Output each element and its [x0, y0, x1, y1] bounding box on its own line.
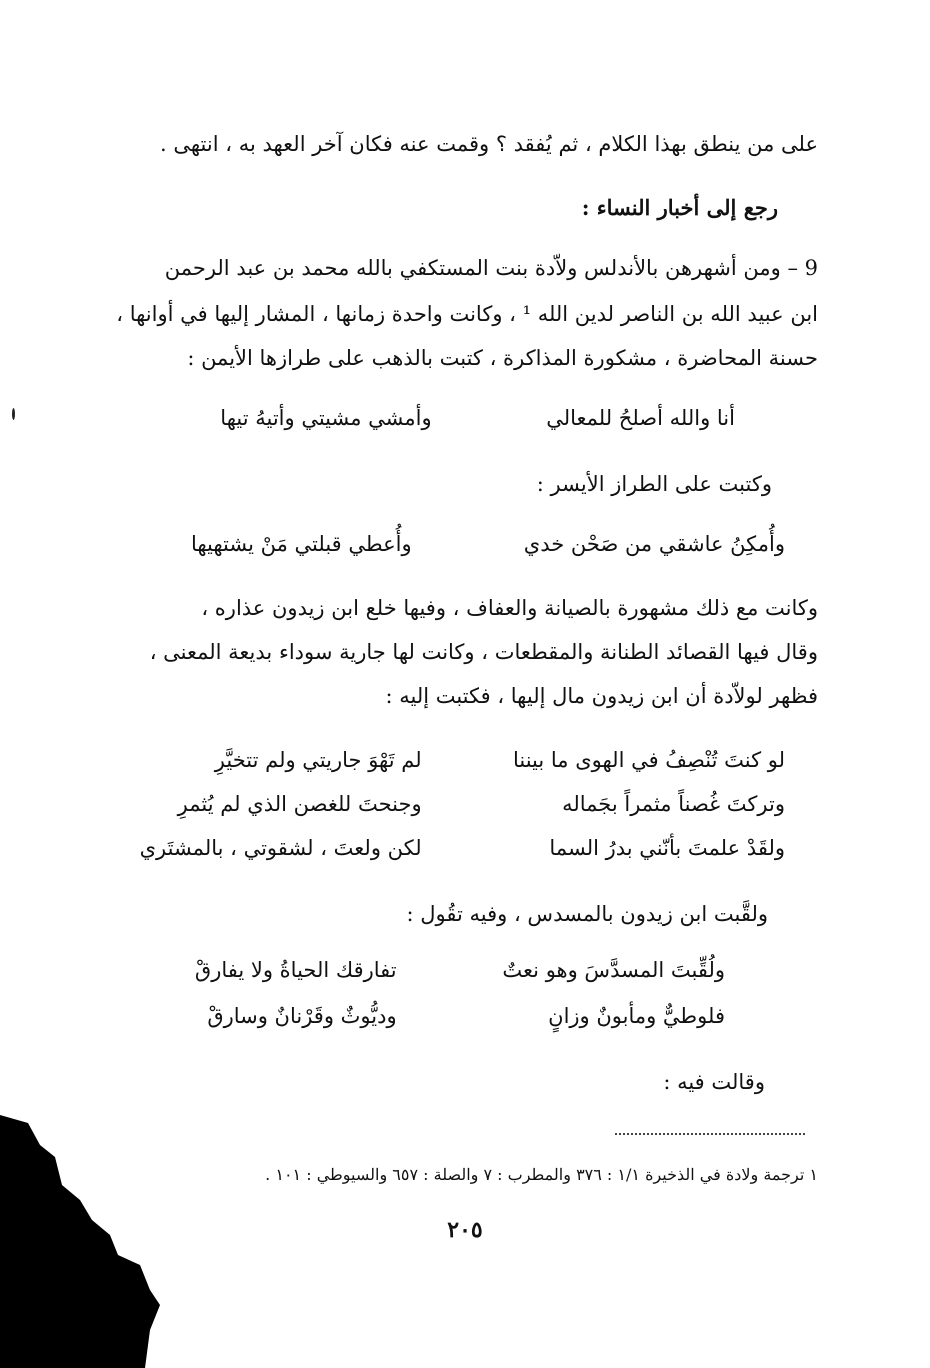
scan-speck [12, 408, 15, 420]
verse-hemistich: وديُّوثٌ وقَرْنانٌ وسارقْ [207, 1004, 397, 1028]
verse-hemistich: لو كنتَ تُنْصِفُ في الهوى ما بيننا [512, 748, 785, 772]
text-line: فظهر لولاّدة أن ابن زيدون مال إليها ، فكتبت إليه : [385, 684, 818, 708]
text-line: وقالت فيه : [663, 1070, 765, 1094]
footnote: ١ ترجمة ولادة في الذخيرة ١/١ : ٣٧٦ والمطرب : ٧ والصلة : ٦٥٧ والسيوطي : ١٠١ . [265, 1165, 818, 1184]
verse-hemistich: ولقَدْ علمتَ بأنّني بدرُ السما [549, 836, 785, 860]
text-line: وكانت مع ذلك مشهورة بالصيانة والعفاف ، وفيها خلع ابن زيدون عذاره ، [201, 596, 818, 620]
text-line: ابن عبيد الله بن الناصر لدين الله ¹ ، وكانت واحدة زمانها ، المشار إليها في أوانها ، [116, 302, 818, 326]
page-number: ٢٠٥ [447, 1217, 483, 1243]
verse-line [215, 740, 785, 780]
verse-hemistich: لكن ولعتَ ، لشقوتي ، بالمشتَري [139, 836, 422, 860]
verse-line [207, 996, 725, 1036]
text-line: على من ينطق بهذا الكلام ، ثم يُفقد ؟ وقمت عنه فكان آخر العهد به ، انتهى . [160, 132, 818, 156]
scan-shadow [0, 1115, 170, 1368]
verse-hemistich: وتركتَ غُصناً مثمراً بجَماله [562, 792, 785, 816]
text-line: 9 – ومن أشهرهن بالأندلس ولاّدة بنت المستكفي بالله محمد بن عبد الرحمن [164, 256, 818, 280]
verse-line [220, 398, 735, 438]
footnote-divider [615, 1133, 805, 1135]
section-heading: رجع إلى أخبار النساء : [581, 195, 778, 220]
text-line: وكتبت على الطراز الأيسر : [536, 472, 772, 496]
text-line: وقال فيها القصائد الطنانة والمقطعات ، وكانت لها جارية سوداء بديعة المعنى ، [149, 640, 818, 664]
verse-hemistich: وأُمكِنُ عاشقي من صَحْن خدي [523, 532, 785, 556]
verse-hemistich: فلوطيٌّ ومأبونٌ وزانٍ [548, 1004, 725, 1028]
verse-hemistich: لم تَهْوَ جاريتي ولم تتخيَّرِ [214, 748, 422, 772]
text-line: ولقَّبت ابن زيدون بالمسدس ، وفيه تقُول : [406, 902, 768, 926]
verse-hemistich: وجنحتَ للغصن الذي لم يُثمرِ [177, 792, 422, 816]
verse-hemistich: وأُعطي قبلتي مَنْ يشتهيها [190, 532, 412, 556]
text-line: حسنة المحاضرة ، مشكورة المذاكرة ، كتبت بالذهب على طرازها الأيمن : [187, 346, 818, 370]
verse-line [140, 828, 785, 868]
verse-hemistich: وأمشي مشيتي وأتيهُ تيها [220, 406, 432, 430]
verse-hemistich: ولُقِّبتَ المسدَّسَ وهو نعتٌ [502, 958, 725, 982]
verse-hemistich: أنا والله أصلحُ للمعالي [546, 406, 735, 430]
verse-line [191, 524, 785, 564]
verse-line [178, 784, 785, 824]
verse-hemistich: تفارقك الحياةُ ولا يفارقْ [194, 958, 397, 982]
verse-line [195, 950, 725, 990]
